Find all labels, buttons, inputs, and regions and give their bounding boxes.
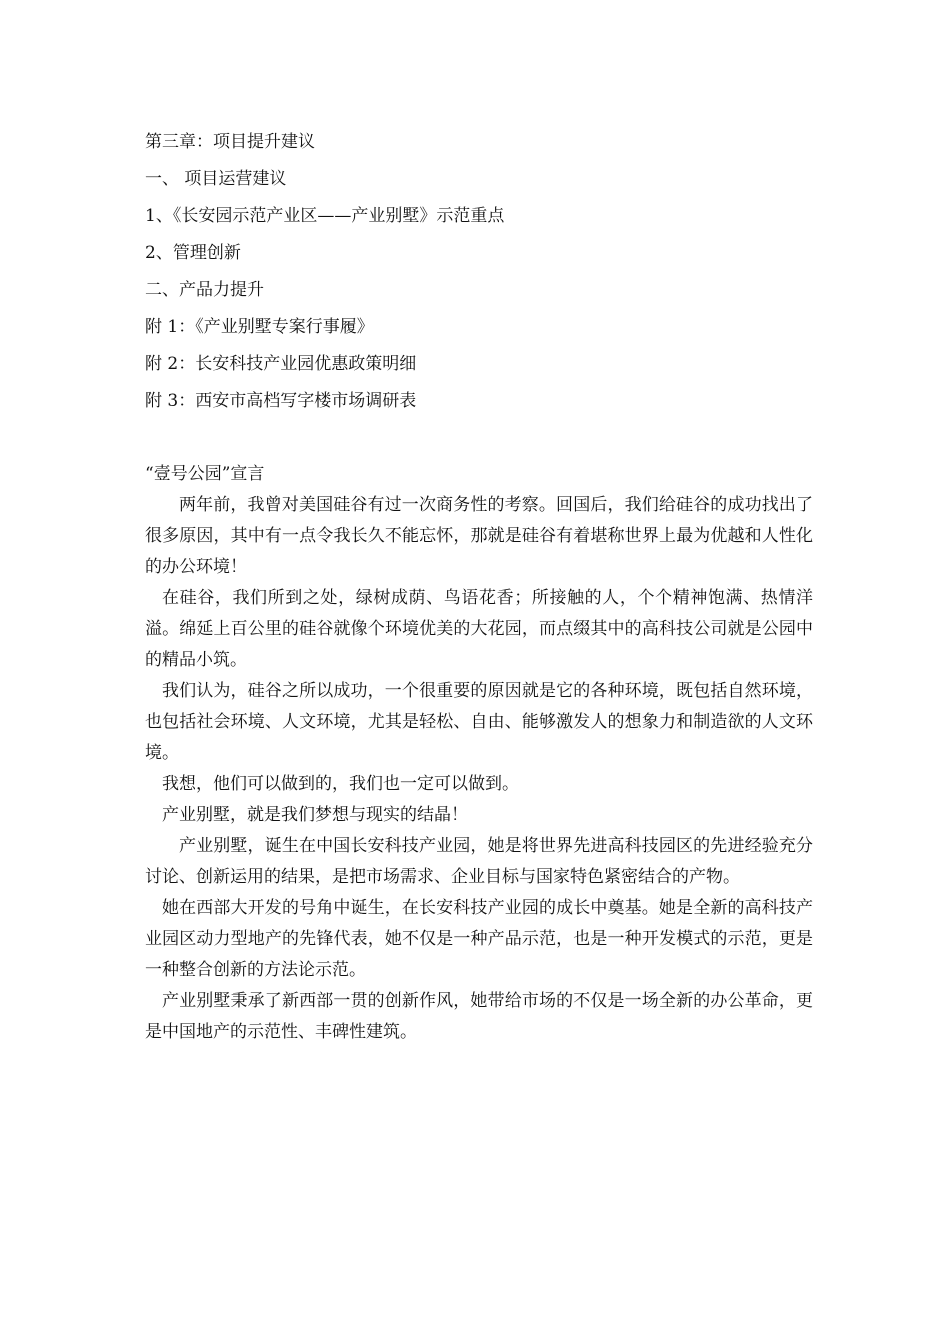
toc-item-appendix-2: 附 2：长安科技产业园优惠政策明细 bbox=[145, 354, 417, 374]
paragraph-birth: 产业别墅，诞生在中国长安科技产业园，她是将世界先进高科技园区的先进经验充分讨论、创新运用的结果，是把市场需求、企业目标与国家特色紧密结合的产物。 bbox=[145, 836, 813, 887]
toc-item-demo-focus: 1、《长安园示范产业区——产业别墅》示范重点 bbox=[145, 206, 505, 226]
toc-item-appendix-1: 附 1：《产业别墅专案行事履》 bbox=[145, 317, 374, 337]
table-of-contents bbox=[145, 124, 825, 420]
paragraph-dream-reality: 产业别墅，就是我们梦想与现实的结晶！ bbox=[162, 805, 468, 825]
paragraph-innovation: 产业别墅秉承了新西部一贯的创新作风，她带给市场的不仅是一场全新的办公革命，更是中国地产的示范性、丰碑性建筑。 bbox=[145, 991, 813, 1042]
toc-item-operation: 一、 项目运营建议 bbox=[145, 169, 287, 189]
chapter-heading: 第三章：项目提升建议 bbox=[145, 132, 315, 152]
declaration-title: “壹号公园”宣言 bbox=[145, 464, 265, 484]
declaration-section bbox=[145, 459, 813, 1048]
paragraph-silicon-valley-scene: 在硅谷，我们所到之处，绿树成荫、鸟语花香；所接触的人，个个精神饱满、热情洋溢。绵延上百公里的硅谷就像个环境优美的大花园，而点缀其中的高科技公司就是公园中的精品小筑。 bbox=[145, 588, 813, 670]
toc-item-management: 2、管理创新 bbox=[145, 243, 241, 263]
paragraph-environment: 我们认为，硅谷之所以成功，一个很重要的原因就是它的各种环境，既包括自然环境，也包括社会环境、人文环境，尤其是轻松、自由、能够激发人的想象力和制造欲的人文环境。 bbox=[145, 681, 813, 763]
toc-item-product: 二、产品力提升 bbox=[145, 280, 264, 300]
paragraph-we-can-do: 我想，他们可以做到的，我们也一定可以做到。 bbox=[162, 774, 519, 794]
paragraph-pioneer: 她在西部大开发的号角中诞生，在长安科技产业园的成长中奠基。她是全新的高科技产业园区动力型地产的先锋代表，她不仅是一种产品示范，也是一种开发模式的示范，更是一种整合创新的方法论示范。 bbox=[145, 898, 813, 980]
toc-item-appendix-3: 附 3：西安市高档写字楼市场调研表 bbox=[145, 391, 417, 411]
paragraph-silicon-valley-visit: 两年前，我曾对美国硅谷有过一次商务性的考察。回国后，我们给硅谷的成功找出了很多原因，其中有一点令我长久不能忘怀，那就是硅谷有着堪称世界上最为优越和人性化的办公环境！ bbox=[145, 495, 813, 577]
